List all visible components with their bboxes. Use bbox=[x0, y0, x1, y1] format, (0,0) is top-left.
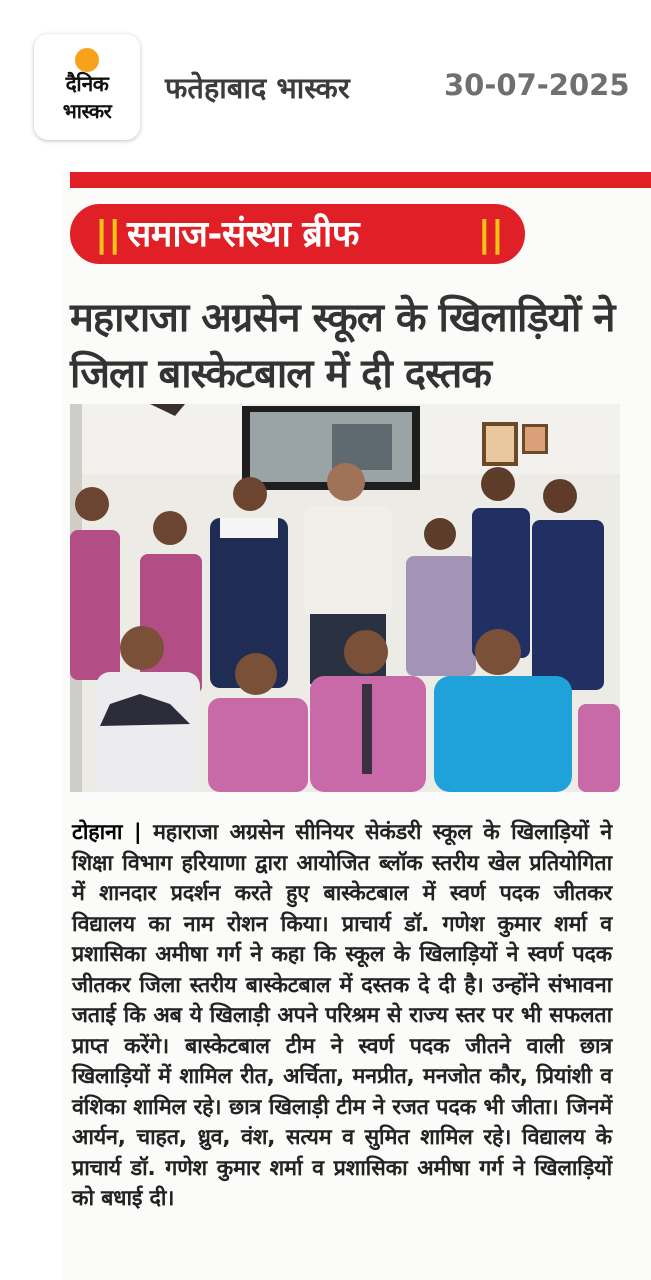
team-photo-illustration bbox=[70, 404, 620, 792]
edition-date: 30-07-2025 bbox=[444, 68, 630, 102]
app-header bbox=[0, 0, 651, 165]
newspaper-clipping bbox=[62, 172, 651, 1280]
logo-line-2: भास्कर bbox=[62, 99, 112, 123]
article-dateline: टोहाना | bbox=[72, 820, 142, 845]
section-banner bbox=[70, 204, 525, 264]
team-photo bbox=[70, 404, 620, 792]
article-body bbox=[72, 818, 612, 1215]
dainik-bhaskar-logo[interactable] bbox=[34, 34, 140, 140]
sun-icon bbox=[75, 48, 99, 72]
article-body-text: महाराजा अग्रसेन सीनियर सेकंडरी स्कूल के खिलाड़ियों ने शिक्षा विभाग हरियाणा द्वारा आयोजित ब्लॉक स्तरीय खेल प्रतियोगिता में शानदार प्रदर्शन करते हुए बास्केटबाल में स्वर्ण पदक जीतकर विद्यालय का नाम रोशन किया। प्राचार्य डॉ. गणेश कुमार शर्मा व प्रशासिका अमीषा गर्ग ने कहा कि स्कूल के खिलाड़ियों ने स्वर्ण पदक जीतकर जिला स्तरीय बास्केटबाल में दस्तक दे दी है। उन्होंने संभावना जताई कि अब ये खिलाड़ी अपने परिश्रम से राज्य स्तर पर भी सफलता प्राप्त करेंगे। बास्केटबाल टीम ने स्वर्ण पदक जीतने वाली छात्र खिलाड़ियों में शामिल रीत, अर्चिता, मनप्रीत, मनजोत कौर, प्रियांशी व वंशिका शामिल रहे। छात्र खिलाड़ी टीम ने रजत पदक भी जीता। जिनमें आर्यन, चाहत, ध्रुव, वंश, सत्यम व सुमित शामिल रहे। विद्यालय के प्राचार्य डॉ. गणेश कुमार शर्मा व प्रशासिका अमीषा गर्ग ने खिलाड़ियों को बधाई दी। bbox=[72, 820, 613, 1211]
red-divider bbox=[70, 172, 651, 188]
banner-bars-left: || bbox=[95, 214, 122, 255]
logo-line-1: दैनिक bbox=[65, 72, 109, 96]
edition-title: फतेहाबाद भास्कर bbox=[165, 71, 350, 105]
banner-bars-right: || bbox=[477, 214, 504, 255]
article-headline: महाराजा अग्रसेन स्कूल के खिलाड़ियों ने जिला बास्केटबाल में दी दस्तक bbox=[70, 295, 615, 397]
section-label: समाज-संस्था ब्रीफ bbox=[127, 214, 359, 255]
